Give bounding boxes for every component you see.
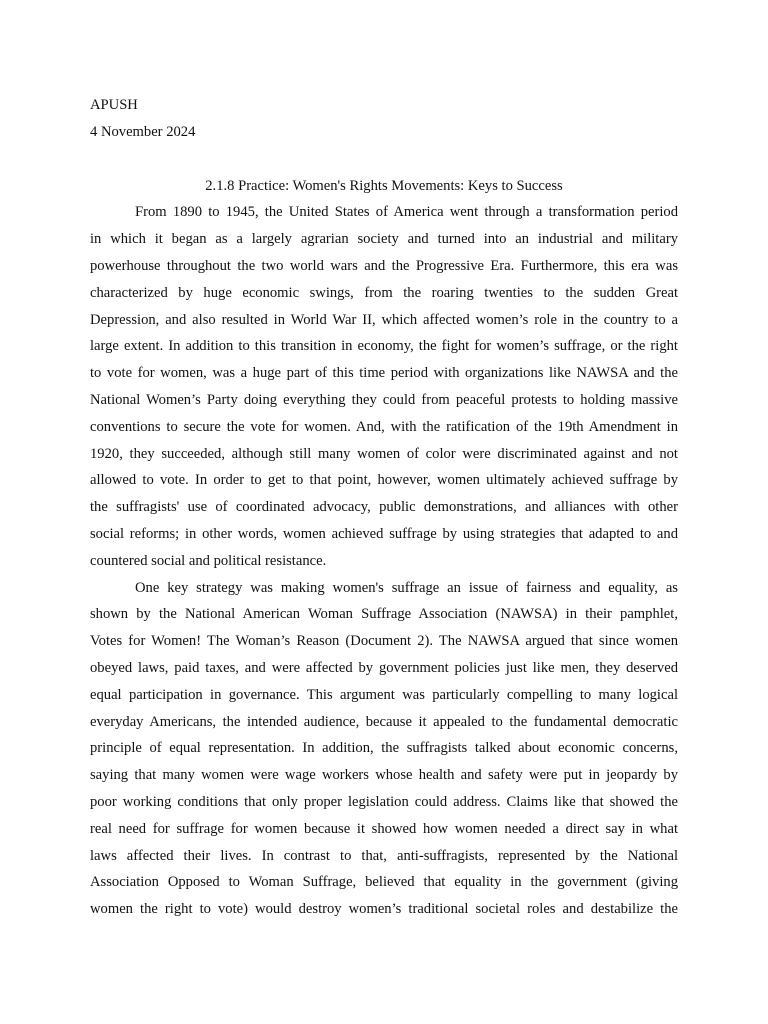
document-body — [90, 92, 678, 923]
text-line: Votes for Women! The Woman’s Reason (Document 2). The NAWSA argued that since women — [90, 633, 678, 650]
text-line: women the right to vote) would destroy women’s traditional societal roles and destabilize the — [90, 901, 678, 918]
text-line: Depression, and also resulted in World War II, which affected women’s role in the country to a — [90, 311, 678, 328]
text-line: principle of equal representation. In addition, the suffragists talked about economic concerns, — [90, 740, 678, 757]
text-line: shown by the National American Woman Suffrage Association (NAWSA) in their pamphlet, — [90, 606, 678, 623]
text-line: laws affected their lives. In contrast to that, anti-suffragists, represented by the National — [90, 847, 678, 864]
text-line: poor working conditions that only proper legislation could address. Claims like that showed the — [90, 793, 678, 810]
text-line: conventions to secure the vote for women. And, with the ratification of the 19th Amendment in — [90, 418, 678, 435]
paragraph-intro — [90, 199, 678, 574]
text-line: One key strategy was making women's suffrage an issue of fairness and equality, as — [135, 579, 678, 596]
document-date: 4 November 2024 — [90, 123, 196, 140]
paragraph-body-1 — [90, 575, 678, 923]
text-line: to vote for women, was a huge part of this time period with organizations like NAWSA and the — [90, 365, 678, 382]
text-line: equal participation in governance. This argument was particularly compelling to many logical — [90, 686, 678, 703]
course-name: APUSH — [90, 97, 138, 113]
header-spacer — [90, 146, 678, 173]
text-line: everyday Americans, the intended audience, because it appealed to the fundamental democratic — [90, 713, 678, 730]
text-line: powerhouse throughout the two world wars and the Progressive Era. Furthermore, this era was — [90, 257, 678, 274]
text-line: characterized by huge economic swings, from the roaring twenties to the sudden Great — [90, 284, 678, 301]
text-line: social reforms; in other words, women achieved suffrage by using strategies that adapted to and — [90, 525, 678, 542]
text-line: From 1890 to 1945, the United States of America went through a transformation period — [135, 204, 678, 221]
text-line: 1920, they succeeded, although still many women of color were discriminated against and not — [90, 445, 678, 462]
text-line: countered social and political resistance. — [90, 552, 327, 569]
text-line: in which it began as a largely agrarian society and turned into an industrial and military — [90, 231, 678, 248]
text-line: large extent. In addition to this transition in economy, the fight for women’s suffrage, or the right — [90, 338, 678, 355]
document-title: 2.1.8 Practice: Women's Rights Movements: Keys to Success — [205, 177, 563, 194]
text-line: Association Opposed to Woman Suffrage, believed that equality in the government (giving — [90, 874, 678, 891]
text-line: saying that many women were wage workers whose health and safety were put in jeopardy by — [90, 767, 678, 784]
text-line: real need for suffrage for women because it showed how women needed a direct say in what — [90, 820, 678, 837]
text-line: the suffragists' use of coordinated advocacy, public demonstrations, and alliances with other — [90, 499, 678, 516]
text-line: allowed to vote. In order to get to that point, however, women ultimately achieved suffrage by — [90, 472, 678, 489]
text-line: obeyed laws, paid taxes, and were affected by government policies just like men, they deserved — [90, 659, 678, 676]
text-line: National Women’s Party doing everything they could from peaceful protests to holding massive — [90, 391, 678, 408]
